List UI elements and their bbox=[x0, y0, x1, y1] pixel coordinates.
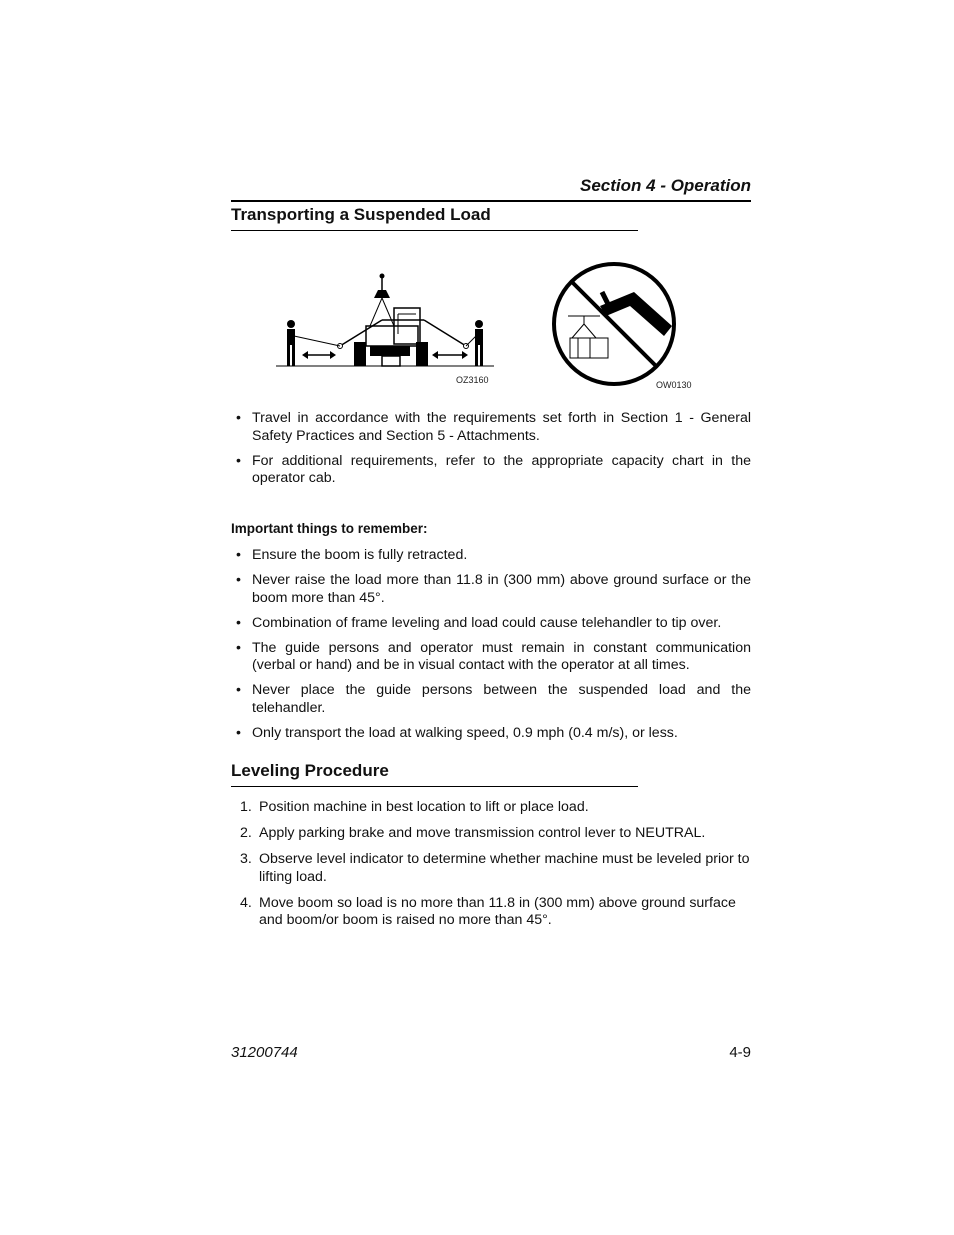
list-item bbox=[231, 851, 751, 886]
leveling-steps-list bbox=[231, 799, 751, 938]
list-item bbox=[231, 895, 751, 930]
step-text: Observe level indicator to determine whether machine must be leveled prior to lifting load. bbox=[259, 851, 750, 885]
step-text: Apply parking brake and move transmission control lever to NEUTRAL. bbox=[259, 825, 706, 841]
important-heading: Important things to remember: bbox=[231, 521, 428, 536]
list-item: • Never raise the load more than 11.8 in (300 mm) above ground surface or the boom more than 45°. bbox=[231, 572, 751, 607]
header-rule bbox=[231, 200, 751, 202]
list-item: • Ensure the boom is fully retracted. bbox=[231, 547, 751, 565]
step-number: 4. bbox=[240, 894, 252, 911]
leveling-heading-rule bbox=[231, 786, 638, 787]
list-item: • For additional requirements, refer to the appropriate capacity chart in the operator cab. bbox=[231, 453, 751, 488]
list-item: • Never place the guide persons between the suspended load and the telehandler. bbox=[231, 682, 751, 717]
suspended-load-transport-illustration bbox=[270, 268, 500, 370]
transport-heading-rule bbox=[231, 230, 638, 231]
leveling-heading: Leveling Procedure bbox=[231, 761, 389, 780]
step-number: 3. bbox=[240, 851, 252, 867]
step-text: Position machine in best location to lift or place load. bbox=[259, 799, 589, 815]
list-item bbox=[231, 799, 751, 817]
list-item: • Combination of frame leveling and load could cause telehandler to tip over. bbox=[231, 615, 751, 633]
document-number: 31200744 bbox=[231, 1044, 298, 1061]
figure-left-label: OZ3160 bbox=[456, 375, 489, 385]
section-header: Section 4 - Operation bbox=[580, 176, 751, 195]
transport-bullet-list bbox=[231, 410, 751, 495]
list-item: • Only transport the load at walking speed, 0.9 mph (0.4 m/s), or less. bbox=[231, 725, 751, 743]
figure-right-label: OW0130 bbox=[656, 380, 692, 390]
prohibited-raised-boom-icon bbox=[550, 260, 678, 388]
step-number: 1. bbox=[240, 799, 252, 815]
transport-heading: Transporting a Suspended Load bbox=[231, 205, 491, 224]
important-bullet-list bbox=[231, 547, 751, 750]
page-number: 4-9 bbox=[729, 1044, 751, 1061]
list-item: • The guide persons and operator must remain in constant communication (verbal or hand) and be in visual contact with the operator at all times. bbox=[231, 640, 751, 675]
step-text: Move boom so load is no more than 11.8 in (300 mm) above ground surface and boom/or boom is raised no more than 45°. bbox=[259, 894, 736, 928]
list-item: • Travel in accordance with the requirements set forth in Section 1 - General Safety Practices and Section 5 - Attachments. bbox=[231, 410, 751, 445]
step-number: 2. bbox=[240, 825, 252, 841]
list-item bbox=[231, 825, 751, 843]
